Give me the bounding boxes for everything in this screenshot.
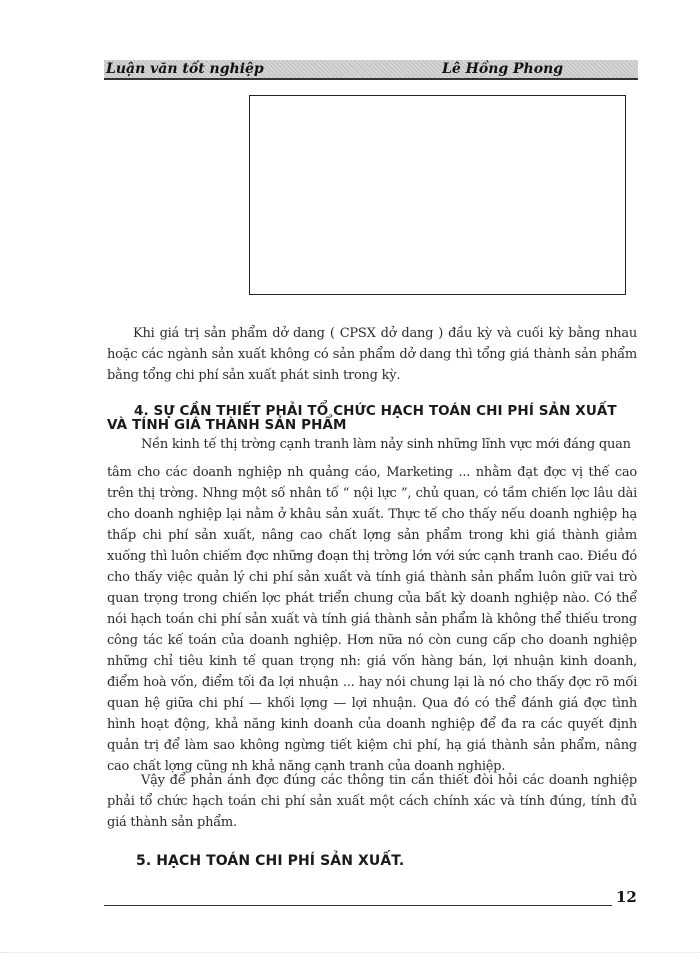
header-thesis-title: Luận văn tốt nghiệp [106, 61, 264, 77]
paragraph-market-first-line: Nền kinh tế thị trờng cạnh tranh làm nảy sinh những lĩnh vực mới đáng quan [141, 437, 631, 452]
header-author-name: Lê Hồng Phong [442, 61, 564, 77]
paragraph-conclusion: Vậy để phản ánh đợc đúng các thông tin cần thiết đòi hỏi các doanh nghiệp phải tổ chức hạch toán chi phí sản xuất một cách chính xác và tính đúng, tính đủ giá thành sản phẩm. [107, 773, 637, 830]
page-number: 12 [616, 888, 637, 906]
paragraph-market-body: tâm cho các doanh nghiệp nh quảng cáo, Marketing ... nhằm đạt đợc vị thế cao trên thị trờng. Nhng một số nhân tố “ nội lực ”, chủ quan, có tầm chiến lợc lâu dài cho doanh nghiệp lại nằm ở khâu sản xuất. Thực tế cho thấy nếu doanh nghiệp hạ thấp chi phí sản xuất, nâng cao chất lợng sản phẩm trong khi giá thành giảm xuống thì luôn chiếm đợc những đoạn thị trờng lớn với sức cạnh tranh cao. Điều đó cho thấy việc quản lý chi phí sản xuất và tính giá thành sản phẩm luôn giữ vai trò quan trọng trong chiến lợc phát triển chung của bất kỳ doanh nghiệp nào. Có thể nói hạch toán chi phí sản xuất và tính giá thành sản phẩm là không thể thiếu trong công tác kế toán của doanh nghiệp. Hơn nữa nó còn cung cấp cho doanh nghiệp những chỉ tiêu kinh tế quan trọng nh: giá vốn hàng bán, lợi nhuận kinh doanh, điểm hoà vốn, điểm tối đa lợi nhuận ... hay nói chung lại là nó cho thấy đợc rõ mối quan hệ giữa chi phí — khối lợng — lợi nhuận. Qua đó có thể đánh giá đợc tình hình hoạt động, khả năng kinh doanh của doanh nghiệp để đa ra các quyết định quản trị để làm sao không ngừng tiết kiệm chi phí, hạ giá thành sản phẩm, nâng cao chất lợng cũng nh khả năng cạnh tranh của doanh nghiệp. [107, 465, 637, 774]
section-4-heading-line1: 4. SỰ CẦN THIẾT PHẢI TỔ CHỨC HẠCH TOÁN CHI PHÍ SẢN XUẤT [134, 403, 617, 419]
section-5-heading: 5. HẠCH TOÁN CHI PHÍ SẢN XUẤT. [136, 853, 405, 869]
footer-rule [104, 905, 612, 906]
figure-placeholder-box [249, 95, 626, 295]
section-4-heading-line2: VÀ TÍNH GIÁ THÀNH SẢN PHẨM [107, 417, 347, 433]
paragraph-wip-cost: Khi giá trị sản phẩm dở dang ( CPSX dở dang ) đầu kỳ và cuối kỳ bằng nhau hoặc các ngành sản xuất không có sản phẩm dở dang thì tổng giá thành sản phẩm bằng tổng chi phí sản xuất phát sinh trong kỳ. [107, 326, 637, 383]
page-bottom-edge [0, 952, 700, 953]
page-header [104, 60, 638, 80]
